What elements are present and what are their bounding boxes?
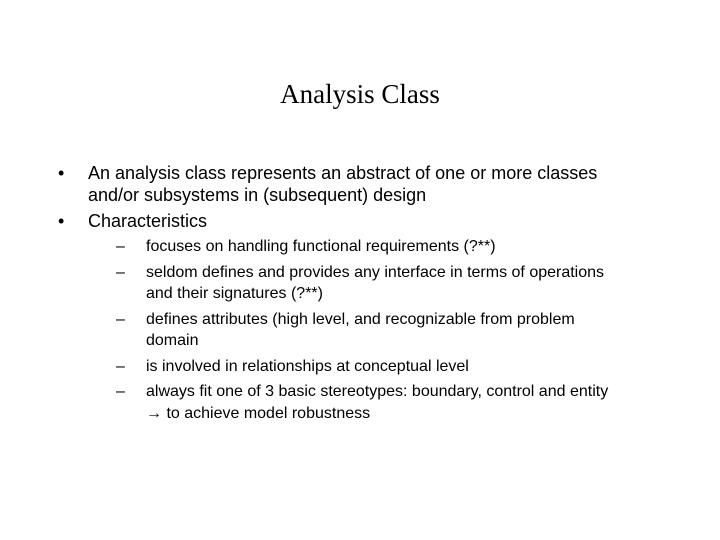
sub-item-functional-requirements [116, 236, 678, 258]
slide-content [58, 162, 678, 428]
sub-item-text-line: and their signatures (?**) [146, 285, 323, 302]
bullet-text-line: An analysis class represents an abstract of one or more classes [88, 163, 598, 183]
dash-marker: – [116, 263, 125, 281]
sub-item-text-line: seldom defines and provides any interface in terms of operations [146, 263, 605, 281]
sub-item-text-line: → to achieve model robustness [146, 404, 371, 422]
bullet-text-line: Characteristics [88, 211, 208, 231]
dash-marker: – [116, 310, 125, 328]
sub-item-text-line: focuses on handling functional requirements (?**) [146, 238, 496, 255]
dash-marker: – [116, 357, 125, 375]
sub-item-text-line: domain [146, 332, 199, 349]
dash-marker: – [116, 383, 125, 400]
bullet-marker: • [58, 163, 65, 183]
sub-item-text-line: always fit one of 3 basic stereotypes: boundary, control and entity [146, 383, 609, 400]
sub-item-attributes [116, 309, 678, 352]
sub-item-interface [116, 262, 678, 305]
dash-marker: – [116, 238, 125, 255]
bullet-marker: • [58, 211, 65, 231]
bullet-item-analysis-class [58, 162, 678, 206]
sub-item-text-line: defines attributes (high level, and recognizable from problem [146, 310, 575, 328]
bullet-text-line: and/or subsystems in (subsequent) design [88, 185, 427, 205]
characteristics-sub-list [116, 236, 678, 424]
sub-item-relationships [116, 356, 678, 378]
sub-item-stereotypes [116, 381, 678, 424]
slide-title: Analysis Class [280, 79, 440, 109]
bullet-item-characteristics [58, 210, 678, 232]
sub-item-text-line: is involved in relationships at conceptual level [146, 357, 469, 375]
